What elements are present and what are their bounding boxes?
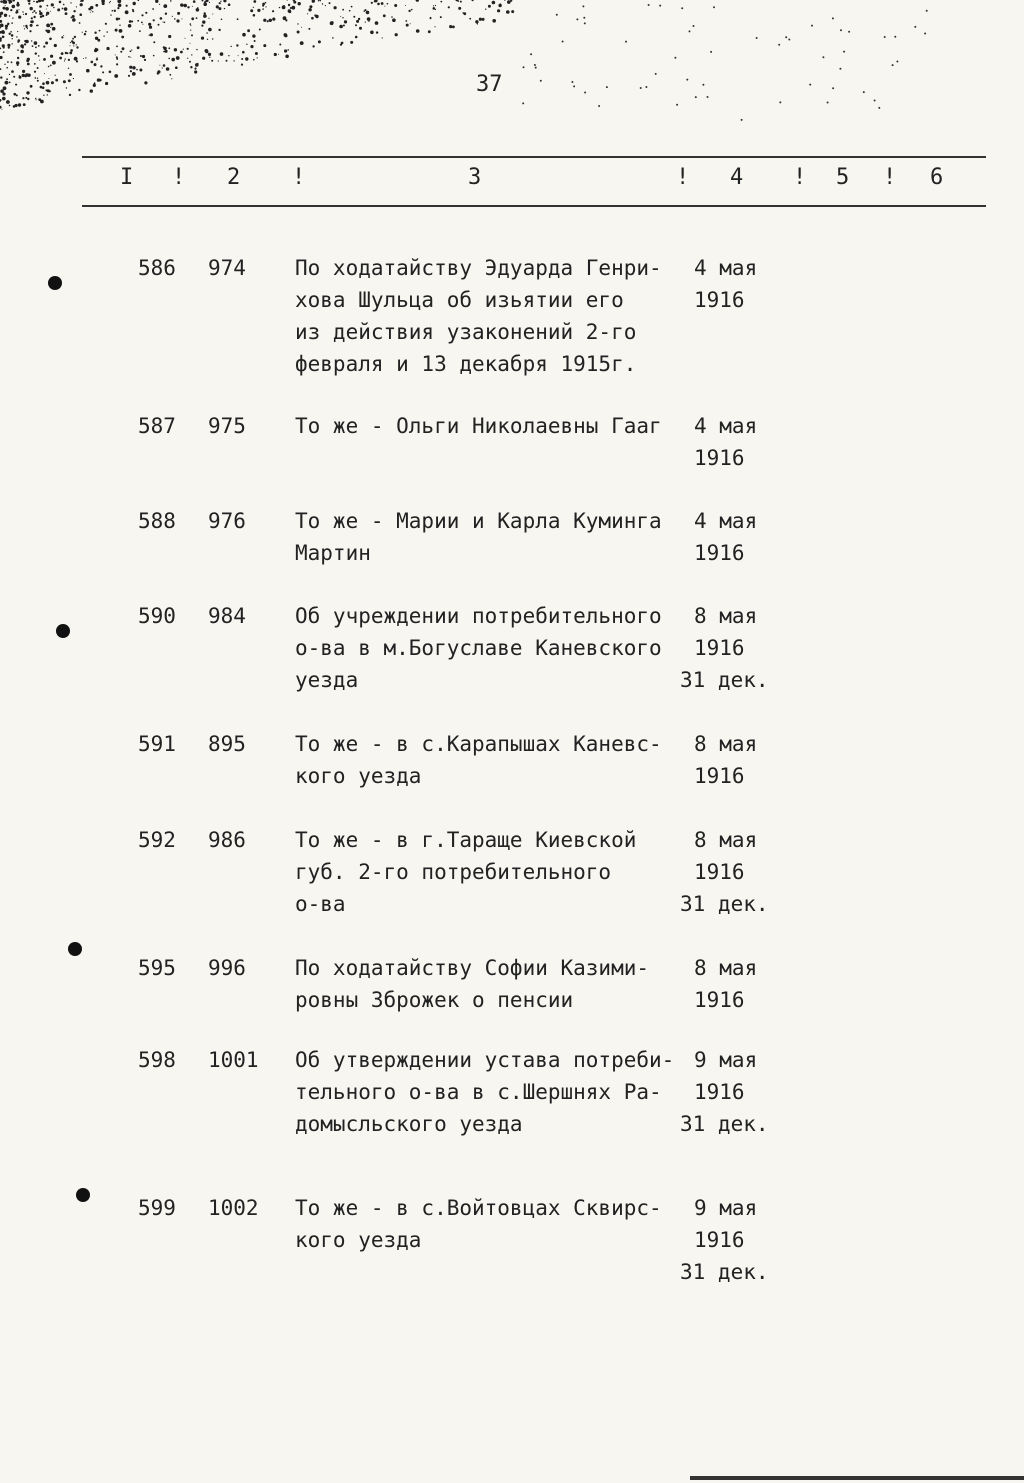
date-line: 8 мая — [694, 732, 758, 756]
description-line: февраля и 13 декабря 1915г. — [295, 352, 637, 376]
header-separator: ! — [292, 165, 306, 190]
header-separator: ! — [883, 165, 897, 190]
entry-dates — [680, 1044, 800, 1140]
file-number: 996 — [208, 956, 246, 980]
file-number: 1002 — [208, 1196, 259, 1220]
entry-description — [295, 252, 690, 380]
date-line: 1916 — [694, 1228, 745, 1252]
header-col-2: 2 — [227, 165, 241, 190]
table-header-rule — [82, 205, 986, 207]
entry-dates — [680, 952, 800, 1016]
description-line: из действия узаконений 2-го — [295, 320, 637, 344]
entry-number: 586 — [138, 256, 176, 280]
description-line: о-ва в м.Богуславе Каневского — [295, 636, 662, 660]
description-line: домысльского уезда — [295, 1112, 523, 1136]
file-number: 1001 — [208, 1048, 259, 1072]
date-line: 31 дек. — [680, 1260, 769, 1284]
date-line: 4 мая — [694, 414, 758, 438]
entry-dates — [680, 505, 800, 569]
date-line: 31 дек. — [680, 892, 769, 916]
date-line: 1916 — [694, 541, 745, 565]
file-number: 974 — [208, 256, 246, 280]
header-col-5: 5 — [836, 165, 850, 190]
description-line: тельного о-ва в с.Шершнях Ра- — [295, 1080, 662, 1104]
description-line: ровны Зброжек о пенсии — [295, 988, 574, 1012]
description-line: кого уезда — [295, 1228, 422, 1252]
header-col-1: I — [120, 165, 134, 190]
entry-number: 591 — [138, 732, 176, 756]
description-line: Об утверждении устава потреби- — [295, 1048, 675, 1072]
description-line: хова Шульца об изьятии его — [295, 288, 624, 312]
entry-dates — [680, 410, 800, 474]
entry-description — [295, 1044, 690, 1140]
date-line: 1916 — [694, 446, 745, 470]
entry-description — [295, 728, 690, 792]
date-line: 8 мая — [694, 956, 758, 980]
entry-dates — [680, 600, 800, 696]
binder-hole-mark — [56, 624, 70, 638]
description-line: губ. 2-го потребительного — [295, 860, 612, 884]
date-line: 1916 — [694, 636, 745, 660]
entry-dates — [680, 728, 800, 792]
date-line: 1916 — [694, 1080, 745, 1104]
date-line: 9 мая — [694, 1048, 758, 1072]
description-line: Об учреждении потребительного — [295, 604, 662, 628]
entry-description — [295, 952, 690, 1016]
binder-hole-mark — [48, 276, 62, 290]
entry-description — [295, 505, 690, 569]
entry-number: 592 — [138, 828, 176, 852]
date-line: 1916 — [694, 764, 745, 788]
binder-hole-mark — [76, 1188, 90, 1202]
file-number: 976 — [208, 509, 246, 533]
header-separator: ! — [172, 165, 186, 190]
description-line: То же - Марии и Карла Куминга — [295, 509, 662, 533]
scan-speckle-noise — [0, 0, 1024, 140]
description-line: уезда — [295, 668, 359, 692]
entry-dates — [680, 252, 800, 316]
page-edge-bar — [690, 1476, 1024, 1480]
file-number: 975 — [208, 414, 246, 438]
header-separator: ! — [676, 165, 690, 190]
description-line: По ходатайству Эдуарда Генри- — [295, 256, 662, 280]
entry-number: 599 — [138, 1196, 176, 1220]
file-number: 895 — [208, 732, 246, 756]
entry-description — [295, 410, 690, 442]
entry-number: 595 — [138, 956, 176, 980]
entry-dates — [680, 1192, 800, 1288]
date-line: 9 мая — [694, 1196, 758, 1220]
description-line: То же - в с.Войтовцах Сквирс- — [295, 1196, 662, 1220]
date-line: 4 мая — [694, 256, 758, 280]
date-line: 4 мая — [694, 509, 758, 533]
date-line: 1916 — [694, 988, 745, 1012]
description-line: То же - в г.Тараще Киевской — [295, 828, 637, 852]
file-number: 984 — [208, 604, 246, 628]
entry-number: 588 — [138, 509, 176, 533]
description-line: о-ва — [295, 892, 346, 916]
entry-number: 587 — [138, 414, 176, 438]
description-line: То же - в с.Карапышах Каневс- — [295, 732, 662, 756]
date-line: 1916 — [694, 288, 745, 312]
description-line: То же - Ольги Николаевны Гааг — [295, 414, 662, 438]
file-number: 986 — [208, 828, 246, 852]
entry-description — [295, 600, 690, 696]
date-line: 1916 — [694, 860, 745, 884]
description-line: По ходатайству Софии Казими- — [295, 956, 650, 980]
entry-number: 590 — [138, 604, 176, 628]
description-line: Мартин — [295, 541, 371, 565]
date-line: 31 дек. — [680, 1112, 769, 1136]
entry-dates — [680, 824, 800, 920]
entry-description — [295, 1192, 690, 1256]
header-separator: ! — [793, 165, 807, 190]
date-line: 31 дек. — [680, 668, 769, 692]
date-line: 8 мая — [694, 828, 758, 852]
binder-hole-mark — [68, 942, 82, 956]
date-line: 8 мая — [694, 604, 758, 628]
header-col-6: 6 — [930, 165, 944, 190]
entry-number: 598 — [138, 1048, 176, 1072]
header-col-4: 4 — [730, 165, 744, 190]
entry-description — [295, 824, 690, 920]
table-top-rule — [82, 156, 986, 158]
description-line: кого уезда — [295, 764, 422, 788]
page-number: 37 — [476, 72, 503, 97]
header-col-3: 3 — [468, 165, 482, 190]
